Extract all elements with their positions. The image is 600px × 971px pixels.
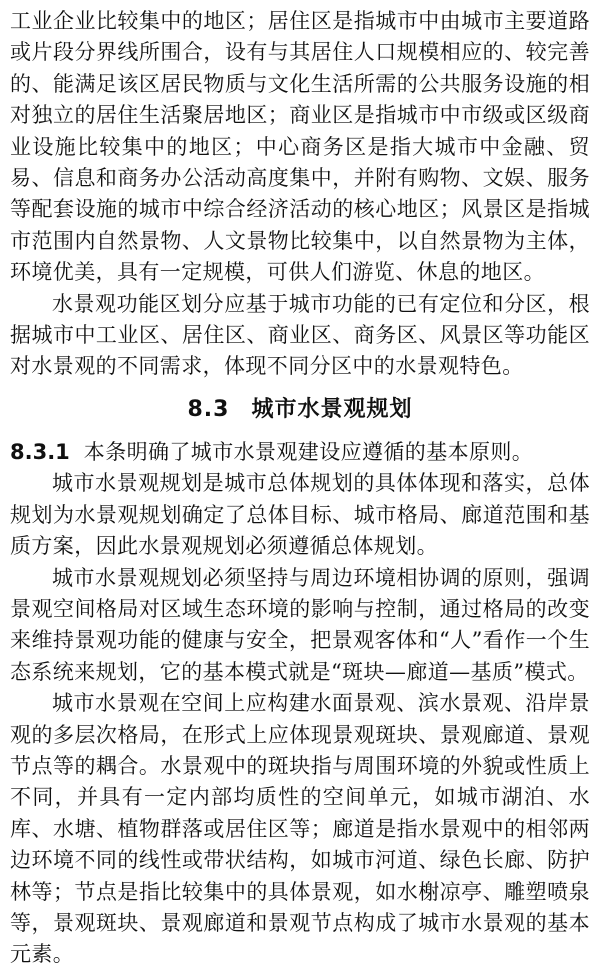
clause-text: 本条明确了城市水景观建设应遵循的基本原则。: [83, 439, 534, 464]
section-number: 8.3: [187, 396, 230, 422]
clause-paragraph: [10, 437, 590, 468]
paragraph-master-plan: 城市水景观规划是城市总体规划的具体体现和落实，总体规划为水景观规划确定了总体目标、城市格局、廊道范围和基质方案，因此水景观规划必须遵循总体规划。: [10, 471, 590, 559]
clause-number: 8.3.1: [10, 439, 70, 464]
section-heading: [10, 393, 590, 427]
paragraph-spatial-pattern: 城市水景观在空间上应构建水面景观、滨水景观、沿岸景观的多层次格局，在形式上应体现景观斑块、景观廊道、景观节点等的耦合。水景观中的斑块指与周围环境的外貌或性质上不同，并具有一定内部均质性的空间单元，如城市湖泊、水库、水塘、植物群落或居住区等；廊道是指水景观中的相邻两边环境不同的线性或带状结构，如城市河道、绿色长廊、防护林等；节点是指比较集中的具体景观，如水榭凉亭、雕塑喷泉等，景观斑块、景观廊道和景观节点构成了城市水景观的基本元素。: [10, 691, 590, 967]
paragraph-functional-zones: 工业企业比较集中的地区；居住区是指城市中由城市主要道路或片段分界线所围合，设有与其居住人口规模相应的、较完善的、能满足该区居民物质与文化生活所需的公共服务设施的相对独立的居住生活聚居地区；商业区是指城市中市级或区级商业设施比较集中的地区；中心商务区是指大城市中金融、贸易、信息和商务办公活动高度集中，并附有购物、文娱、服务等配套设施的城市中综合经济活动的核心地区；风景区是指城市范围内自然景物、人文景物比较集中，以自然景物为主体，环境优美，具有一定规模，可供人们游览、休息的地区。: [10, 9, 590, 285]
paragraph-zoning-principle: 水景观功能区划分应基于城市功能的已有定位和分区，根据城市中工业区、居住区、商业区、商务区、风景区等功能区对水景观的不同需求，体现不同分区中的水景观特色。: [10, 291, 590, 379]
section-title: 城市水景观规划: [251, 396, 413, 422]
paragraph-environment-coordination: 城市水景观规划必须坚持与周边环境相协调的原则，强调景观空间格局对区域生态环境的影响与控制，通过格局的改变来维持景观功能的健康与安全，把景观客体和“人”看作一个生态系统来规划，它的基本模式就是“斑块—廊道—基质”模式。: [10, 565, 590, 684]
